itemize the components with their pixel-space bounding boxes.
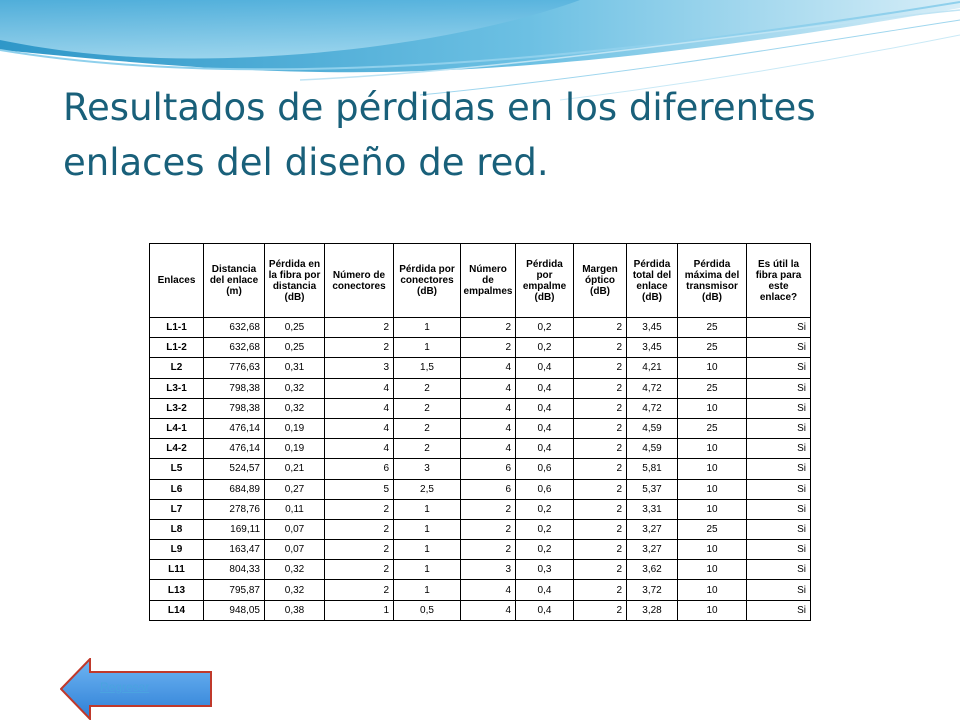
table-cell: 1 xyxy=(394,540,461,560)
table-cell: 0,2 xyxy=(516,519,574,539)
table-cell: 5,37 xyxy=(627,479,678,499)
table-cell: 2 xyxy=(574,418,627,438)
table-cell: 4 xyxy=(461,358,516,378)
link-name-cell: L4-1 xyxy=(150,418,204,438)
column-header: Número de empalmes xyxy=(461,244,516,318)
table-cell: 2 xyxy=(394,398,461,418)
link-name-cell: L3-2 xyxy=(150,398,204,418)
table-cell: 1 xyxy=(325,600,394,620)
back-button[interactable] xyxy=(60,658,213,720)
table-cell: 2 xyxy=(574,398,627,418)
table-row xyxy=(150,398,811,418)
table-cell: 4 xyxy=(461,378,516,398)
table-cell: 3 xyxy=(461,560,516,580)
table-cell: 0,2 xyxy=(516,540,574,560)
table-cell: 1 xyxy=(394,560,461,580)
table-cell: 0,4 xyxy=(516,378,574,398)
table-cell: 0,19 xyxy=(265,418,325,438)
column-header: Es útil la fibra para este enlace? xyxy=(747,244,811,318)
table-cell: 10 xyxy=(678,560,747,580)
table-cell: 632,68 xyxy=(204,318,265,338)
table-cell: Si xyxy=(747,439,811,459)
table-cell: 2 xyxy=(574,459,627,479)
link-name-cell: L4-2 xyxy=(150,439,204,459)
table-cell: 25 xyxy=(678,418,747,438)
table-cell: Si xyxy=(747,318,811,338)
table-cell: 4 xyxy=(325,418,394,438)
table-cell: 10 xyxy=(678,600,747,620)
table-cell: 0,31 xyxy=(265,358,325,378)
table-cell: Si xyxy=(747,560,811,580)
table-cell: 0,4 xyxy=(516,358,574,378)
table-cell: 6 xyxy=(325,459,394,479)
table-cell: 1 xyxy=(394,519,461,539)
table-cell: 3,27 xyxy=(627,540,678,560)
table-cell: 2 xyxy=(574,519,627,539)
table-cell: 2 xyxy=(461,499,516,519)
table-cell: 0,32 xyxy=(265,580,325,600)
table-cell: 795,87 xyxy=(204,580,265,600)
table-cell: 0,2 xyxy=(516,338,574,358)
table-cell: 0,25 xyxy=(265,318,325,338)
column-header: Pérdida total del enlace (dB) xyxy=(627,244,678,318)
table-cell: 1,5 xyxy=(394,358,461,378)
link-name-cell: L1-2 xyxy=(150,338,204,358)
table-cell: 2 xyxy=(574,560,627,580)
link-name-cell: L6 xyxy=(150,479,204,499)
table-cell: 948,05 xyxy=(204,600,265,620)
table-cell: 169,11 xyxy=(204,519,265,539)
table-cell: 0,4 xyxy=(516,418,574,438)
table-cell: 0,6 xyxy=(516,479,574,499)
table-cell: 798,38 xyxy=(204,378,265,398)
table-row xyxy=(150,439,811,459)
table-cell: 3 xyxy=(325,358,394,378)
table-cell: 6 xyxy=(461,479,516,499)
table-cell: 2,5 xyxy=(394,479,461,499)
table-cell: 3 xyxy=(394,459,461,479)
table-cell: 10 xyxy=(678,540,747,560)
table-body xyxy=(150,318,811,621)
table-cell: 0,4 xyxy=(516,398,574,418)
table-cell: 2 xyxy=(574,580,627,600)
table-cell: 2 xyxy=(325,318,394,338)
table-cell: 0,25 xyxy=(265,338,325,358)
table-cell: 4,59 xyxy=(627,418,678,438)
table-cell: 3,62 xyxy=(627,560,678,580)
table-cell: 2 xyxy=(394,418,461,438)
table-cell: 1 xyxy=(394,499,461,519)
table-cell: 2 xyxy=(325,519,394,539)
table-cell: 2 xyxy=(325,499,394,519)
table-cell: 4 xyxy=(461,439,516,459)
table-cell: 6 xyxy=(461,459,516,479)
table-cell: 1 xyxy=(394,338,461,358)
link-name-cell: L1-1 xyxy=(150,318,204,338)
table-cell: 3,28 xyxy=(627,600,678,620)
table-cell: 0,4 xyxy=(516,439,574,459)
link-name-cell: L2 xyxy=(150,358,204,378)
table-cell: 476,14 xyxy=(204,418,265,438)
table-cell: 0,2 xyxy=(516,318,574,338)
table-cell: 5 xyxy=(325,479,394,499)
table-cell: 0,19 xyxy=(265,439,325,459)
table-cell: Si xyxy=(747,459,811,479)
table-cell: Si xyxy=(747,358,811,378)
table-cell: 4 xyxy=(461,398,516,418)
table-cell: 2 xyxy=(574,479,627,499)
table-cell: 0,38 xyxy=(265,600,325,620)
table-row xyxy=(150,560,811,580)
table-cell: 2 xyxy=(574,600,627,620)
link-name-cell: L11 xyxy=(150,560,204,580)
table-cell: 0,32 xyxy=(265,560,325,580)
link-name-cell: L9 xyxy=(150,540,204,560)
table-cell: 2 xyxy=(325,338,394,358)
table-cell: 5,81 xyxy=(627,459,678,479)
table-cell: 2 xyxy=(461,338,516,358)
table-row xyxy=(150,358,811,378)
table-cell: 2 xyxy=(574,358,627,378)
table-cell: 163,47 xyxy=(204,540,265,560)
table-cell: 4 xyxy=(325,439,394,459)
table-cell: 524,57 xyxy=(204,459,265,479)
table-cell: 776,63 xyxy=(204,358,265,378)
table-cell: 25 xyxy=(678,318,747,338)
table-cell: 1 xyxy=(394,580,461,600)
column-header: Enlaces xyxy=(150,244,204,318)
link-name-cell: L14 xyxy=(150,600,204,620)
table-cell: 0,4 xyxy=(516,600,574,620)
table-cell: 2 xyxy=(574,499,627,519)
losses-table xyxy=(149,243,811,621)
table-cell: 2 xyxy=(461,318,516,338)
table-cell: 4 xyxy=(461,580,516,600)
table-cell: 632,68 xyxy=(204,338,265,358)
table-cell: 0,3 xyxy=(516,560,574,580)
table-row xyxy=(150,318,811,338)
table-cell: 25 xyxy=(678,519,747,539)
table-cell: 10 xyxy=(678,398,747,418)
table-cell: 2 xyxy=(461,519,516,539)
table-cell: 2 xyxy=(574,439,627,459)
table-cell: Si xyxy=(747,600,811,620)
table-cell: 0,21 xyxy=(265,459,325,479)
table-row xyxy=(150,418,811,438)
table-cell: 798,38 xyxy=(204,398,265,418)
table-cell: Si xyxy=(747,338,811,358)
table-cell: 2 xyxy=(325,580,394,600)
table-cell: 2 xyxy=(325,540,394,560)
table-cell: 4,59 xyxy=(627,439,678,459)
column-header: Margen óptico (dB) xyxy=(574,244,627,318)
table-cell: 3,27 xyxy=(627,519,678,539)
link-name-cell: L3-1 xyxy=(150,378,204,398)
table-row xyxy=(150,540,811,560)
table-cell: 4 xyxy=(461,418,516,438)
table-cell: Si xyxy=(747,499,811,519)
table-cell: 10 xyxy=(678,499,747,519)
table-cell: 278,76 xyxy=(204,499,265,519)
table-cell: Si xyxy=(747,418,811,438)
link-name-cell: L13 xyxy=(150,580,204,600)
slide-title: Resultados de pérdidas en los diferentes enlaces del diseño de red. xyxy=(63,86,816,184)
table-row xyxy=(150,600,811,620)
table-cell: 0,07 xyxy=(265,540,325,560)
table-cell: 0,5 xyxy=(394,600,461,620)
table-cell: 0,32 xyxy=(265,398,325,418)
table-cell: 0,11 xyxy=(265,499,325,519)
table-cell: 0,07 xyxy=(265,519,325,539)
table-cell: Si xyxy=(747,398,811,418)
table-cell: 3,45 xyxy=(627,338,678,358)
table-header-row xyxy=(150,244,811,318)
table-row xyxy=(150,580,811,600)
table-cell: 4,21 xyxy=(627,358,678,378)
table-cell: 2 xyxy=(574,540,627,560)
table-cell: 4 xyxy=(325,398,394,418)
table-row xyxy=(150,338,811,358)
table-cell: 10 xyxy=(678,439,747,459)
column-header: Distancia del enlace (m) xyxy=(204,244,265,318)
table-cell: Si xyxy=(747,479,811,499)
table-cell: 10 xyxy=(678,358,747,378)
table-cell: 10 xyxy=(678,580,747,600)
table-cell: Si xyxy=(747,580,811,600)
back-button-label[interactable]: Regresar xyxy=(100,680,150,694)
table-cell: 4,72 xyxy=(627,378,678,398)
table-cell: 2 xyxy=(574,318,627,338)
table-cell: 2 xyxy=(325,560,394,580)
table-cell: 0,32 xyxy=(265,378,325,398)
table-cell: 0,2 xyxy=(516,499,574,519)
table-cell: 476,14 xyxy=(204,439,265,459)
table-cell: Si xyxy=(747,540,811,560)
link-name-cell: L8 xyxy=(150,519,204,539)
link-name-cell: L7 xyxy=(150,499,204,519)
table-cell: 684,89 xyxy=(204,479,265,499)
table-row xyxy=(150,499,811,519)
table-cell: 2 xyxy=(574,338,627,358)
table-cell: Si xyxy=(747,519,811,539)
table-cell: 10 xyxy=(678,479,747,499)
column-header: Pérdida por empalme (dB) xyxy=(516,244,574,318)
table-row xyxy=(150,479,811,499)
table-cell: 2 xyxy=(574,378,627,398)
table-cell: 25 xyxy=(678,338,747,358)
table-cell: 25 xyxy=(678,378,747,398)
table-cell: 2 xyxy=(461,540,516,560)
column-header: Número de conectores xyxy=(325,244,394,318)
column-header: Pérdida en la fibra por distancia (dB) xyxy=(265,244,325,318)
table-row xyxy=(150,378,811,398)
table-cell: 3,72 xyxy=(627,580,678,600)
table-cell: 4 xyxy=(461,600,516,620)
table-cell: 3,45 xyxy=(627,318,678,338)
link-name-cell: L5 xyxy=(150,459,204,479)
column-header: Pérdida por conectores (dB) xyxy=(394,244,461,318)
table-cell: 0,4 xyxy=(516,580,574,600)
table-cell: 10 xyxy=(678,459,747,479)
table-cell: 4,72 xyxy=(627,398,678,418)
table-cell: 2 xyxy=(394,378,461,398)
table-cell: 3,31 xyxy=(627,499,678,519)
table-cell: 2 xyxy=(394,439,461,459)
column-header: Pérdida máxima del transmisor (dB) xyxy=(678,244,747,318)
table-cell: 804,33 xyxy=(204,560,265,580)
table-row xyxy=(150,459,811,479)
table-row xyxy=(150,519,811,539)
table-cell: Si xyxy=(747,378,811,398)
table-cell: 4 xyxy=(325,378,394,398)
table-cell: 1 xyxy=(394,318,461,338)
table-cell: 0,6 xyxy=(516,459,574,479)
table-cell: 0,27 xyxy=(265,479,325,499)
